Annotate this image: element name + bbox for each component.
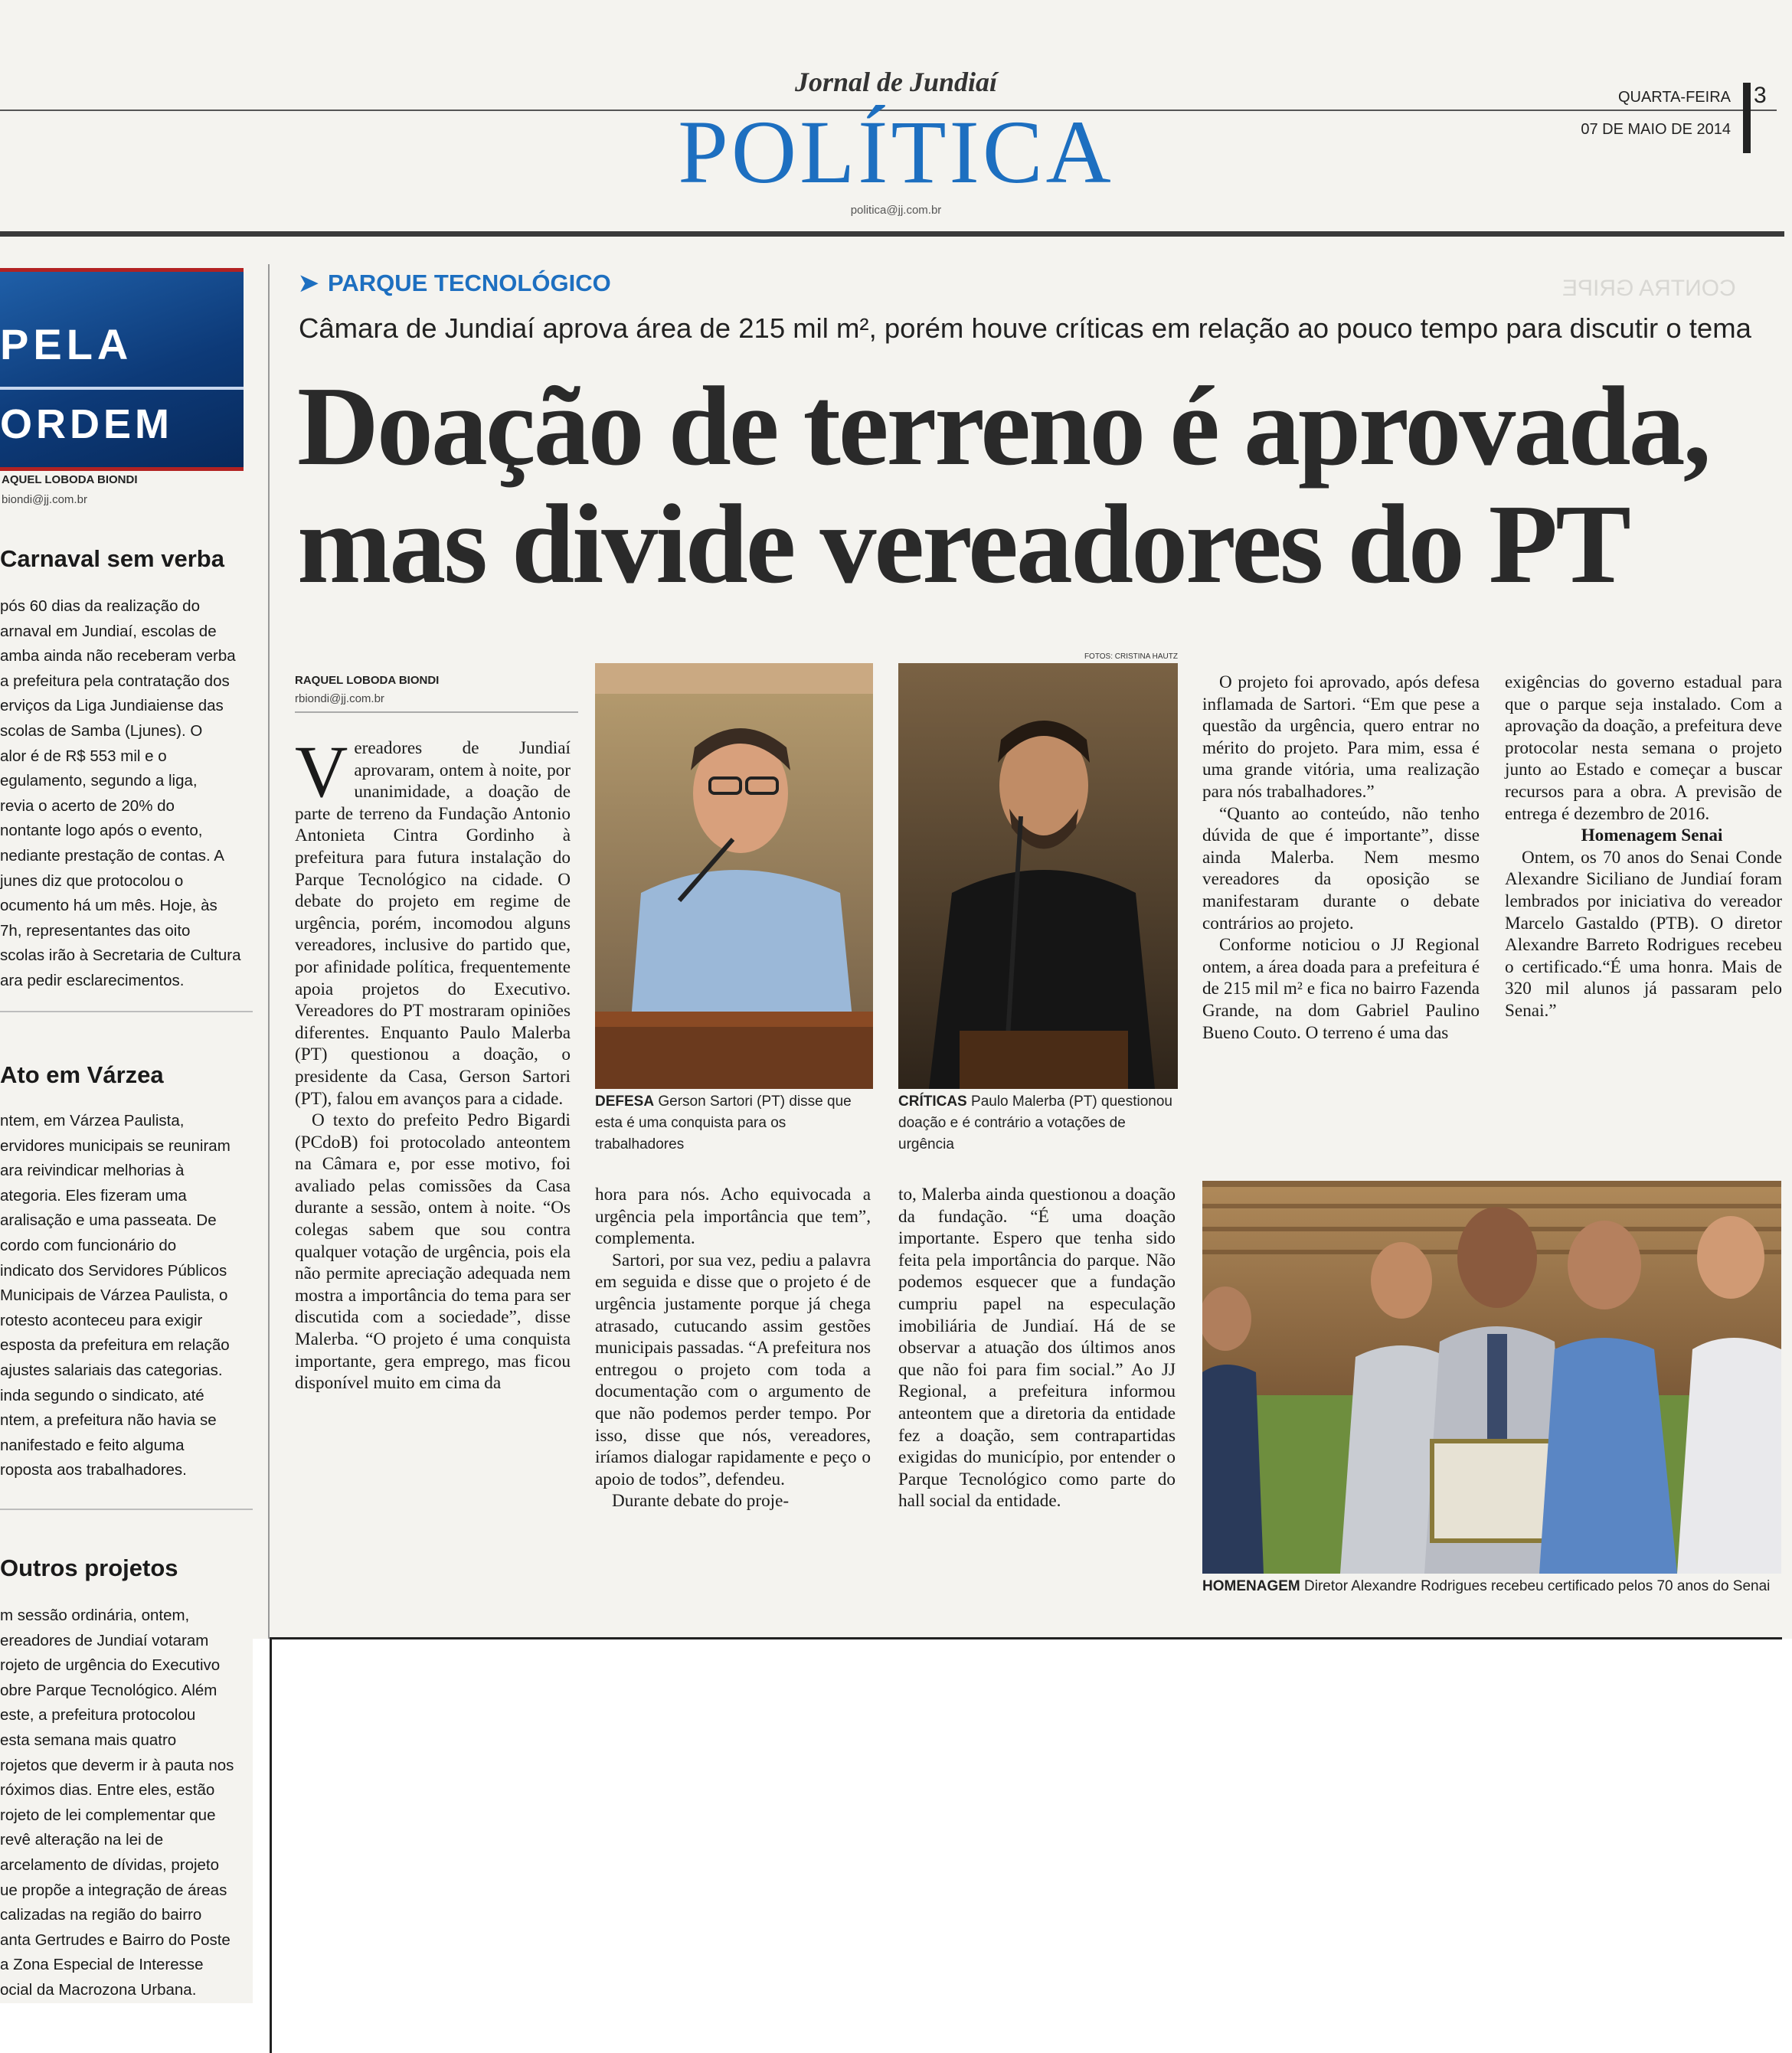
column-text-line: ategoria. Eles fizeram uma — [0, 1186, 187, 1205]
clipping-edge — [270, 1639, 272, 2053]
column-text-line: arnaval em Jundiaí, escolas de — [0, 622, 217, 640]
photo-sartori-illustration — [595, 663, 873, 1089]
column-text-line: amba ainda não receberam verba — [0, 647, 236, 665]
issue-date: 07 DE MAIO DE 2014 — [1581, 121, 1731, 138]
column-logo-line — [0, 387, 244, 390]
column-text-line: ajustes salariais das categorias. — [0, 1361, 223, 1379]
article-column-3 — [898, 1184, 1176, 1512]
column-text-line: este, a prefeitura protocolou — [0, 1706, 196, 1724]
clipping-edge — [270, 1637, 1782, 1639]
column-text-line: calizadas na região do bairro — [0, 1906, 202, 1924]
column-divider — [268, 264, 270, 1639]
article-paragraph: hora para nós. Acho equivocada a urgência pela importância que tem”, complementa. — [595, 1185, 871, 1249]
column-text-line: Municipais de Várzea Paulista, o — [0, 1286, 228, 1305]
column-text-line: ue propõe a integração de áreas — [0, 1881, 227, 1899]
column-text-line: ara reivindicar melhorias à — [0, 1162, 185, 1180]
article-paragraph: “Quanto ao conteúdo, não tenho dúvida de que é importante”, disse ainda Malerba. Nem mesmo vereadores da oposição se manifestaram durante o debate contrários ao projeto. — [1202, 803, 1480, 933]
column-author: AQUEL LOBODA BIONDI — [2, 473, 138, 486]
column-text-line: revia o acerto de 20% do — [0, 796, 175, 815]
column-separator — [0, 1509, 253, 1510]
article-column-5 — [1505, 672, 1782, 1022]
column-separator — [0, 1011, 253, 1012]
column-text-line: arcelamento de dívidas, projeto — [0, 1855, 220, 1874]
column-item-text — [0, 1109, 239, 1483]
column-text-line: ocumento há um mês. Hoje, às — [0, 897, 217, 915]
column-text-line: ntem, em Várzea Paulista, — [0, 1112, 185, 1129]
article-paragraph: Ontem, os 70 anos do Senai Conde Alexandre Siciliano de Jundiaí foram lembrados por iniciativa do vereador Marcelo Gastaldo (PTB). O diretor Alexandre Barreto Rodrigues recebeu o certificado.“É uma honra. Mais de 320 mil alunos já passaram pelo Senai.” — [1505, 847, 1782, 1021]
column-item-text — [0, 1603, 253, 2003]
section-title: POLÍTICA — [678, 102, 1114, 202]
show-through-text: CONTRA GRIPE — [1562, 276, 1736, 301]
column-text-line: roposta aos trabalhadores. — [0, 1461, 187, 1479]
column-item-heading: Carnaval sem verba — [0, 545, 224, 572]
column-text-line: indicato dos Servidores Públicos — [0, 1261, 227, 1280]
column-text-line: egulamento, segundo a liga, — [0, 772, 198, 790]
column-text-line: alor é de R$ 553 mil e o — [0, 747, 167, 765]
column-text-line: rojetos que deverm ir à pauta nos — [0, 1756, 234, 1774]
drop-cap: V — [295, 731, 348, 812]
column-text-line: róximos dias. Entre eles, estão — [0, 1781, 215, 1800]
column-text-line: m sessão ordinária, ontem, — [0, 1607, 190, 1624]
photo-caption-3: HOMENAGEM Diretor Alexandre Rodrigues recebeu certificado pelos 70 anos do Senai — [1202, 1578, 1771, 1594]
column-text-line: cordo com funcionário do — [0, 1236, 177, 1254]
column-text-line: rojeto de lei complementar que — [0, 1806, 216, 1824]
column-text-line: rojeto de urgência do Executivo — [0, 1656, 221, 1675]
column-logo — [0, 268, 244, 471]
section-rule — [0, 231, 1784, 237]
column-text-line: ara pedir esclarecimentos. — [0, 971, 185, 989]
photo-caption-1: DEFESA Gerson Sartori (PT) disse que esta é uma conquista para os trabalhadores — [595, 1094, 852, 1152]
column-text-line: revê alteração na lei de — [0, 1831, 164, 1849]
article-paragraph: Vereadores de Jundiaí aprovaram, ontem à noite, por unanimidade, a doação de parte de terreno da Fundação Antonio Antonieta Cintra Gordinho à prefeitura para futura instalação do Parque Tecnológico na cidade. O debate do projeto em regime de urgência, porém, incomodou alguns vereadores, inclusive do partido que, por afinidade política, frequentemente apoia projetos do Executivo. Vereadores do PT mostraram opiniões diferentes. Enquanto Paulo Malerba (PT) questionou a doação, o presidente da Casa, Gerson Sartori (PT), falou em avanços para a cidade. — [295, 731, 571, 1109]
column-item-text — [0, 594, 239, 994]
photo-paulo-malerba — [898, 663, 1178, 1089]
photo-caption-2: CRÍTICAS Paulo Malerba (PT) questionou doação e é contrário a votações de urgência — [898, 1094, 1172, 1152]
column-text-line: inda segundo o sindicato, até — [0, 1386, 204, 1404]
column-text-line: scolas de Samba (Ljunes). O — [0, 721, 203, 740]
article-column-4 — [1202, 672, 1480, 1044]
article-paragraph: exigências do governo estadual para que o parque seja instalado. Com a aprovação da doação, a prefeitura deve protocolar nesta semana o projeto junto ao Estado e começar a buscar recursos para a obra. A previsão de entrega é dezembro de 2016. — [1505, 672, 1782, 824]
masthead: Jornal de Jundiaí — [794, 67, 998, 97]
column-text-line: pós 60 dias da realização do — [0, 597, 200, 615]
photo-credit: FOTOS: CRISTINA HAUTZ — [1084, 652, 1178, 661]
column-text-line: junes diz que protocolou o — [0, 871, 184, 890]
article-paragraph: to, Malerba ainda questionou a doação da fundação. “É uma doação importante. Espero que tenha sido feita pela importância do parque. Não podemos esquecer que a fundação cumpriu papel na especulação imobiliária de Jundiaí. Há de se observar a atuação dos últimos anos que não foi para fim social.” Ao JJ Regional, a prefeitura informou anteontem que a diretoria da entidade fez a doação, sem contrapartidas exigidas do município, por entender o Parque Tecnológico como parte do hall social da entidade. — [898, 1185, 1176, 1512]
column-text-line: ereadores de Jundiaí votaram — [0, 1631, 209, 1649]
column-text-line: 7h, representantes das oito — [0, 921, 191, 940]
byline-rule — [295, 711, 578, 713]
article-paragraph: Sartori, por sua vez, pediu a palavra em seguida e disse que o projeto é de urgência justamente porque já chega atrasado, cutucando assim gestões municipais passadas. “A prefeitura nos entregou o projeto com toda a documentação com o argumento de que não podemos perder tempo. Por isso, disse que nós, vereadores, iríamos dialogar rapidamente e peço o apoio de todos”, defendeu. — [595, 1250, 871, 1489]
column-text-line: a Zona Especial de Interesse — [0, 1956, 204, 1974]
headline-line-1: Doação de terreno é aprovada, — [297, 364, 1709, 489]
section-email: politica@jj.com.br — [850, 204, 942, 217]
column-text-line: scolas irão à Secretaria de Cultura — [0, 946, 241, 965]
column-text-line: rotesto aconteceu para exigir — [0, 1311, 203, 1329]
photo-homenagem-senai — [1202, 1181, 1781, 1574]
article-paragraph: O texto do prefeito Pedro Bigardi (PCdoB) foi protocolado anteontem na Câmara e, por esse motivo, foi avaliado pelas comissões da Casa durante a sessão, ontem à noite. “Os colegas sabem que sou contra qualquer votação de urgência, pois ela não permite apreciação adequada nem mostra a importância do tema para ser discutida com a sociedade”, disse Malerba. “O projeto é uma conquista importante, gera emprego, mas ficou disponível muito em cima da — [295, 1110, 571, 1394]
column-text-line: ervidores municipais se reuniram — [0, 1136, 231, 1155]
article-paragraph: Conforme noticiou o JJ Regional ontem, a área doada para a prefeitura é de 215 mil m² e fica no bairro Fazenda Grande, na dom Gabriel Paulino Bueno Couto. O terreno é uma das — [1202, 935, 1480, 1043]
weekday: QUARTA-FEIRA — [1617, 89, 1731, 106]
column-text-line: nediante prestação de contas. A — [0, 846, 224, 865]
column-text-line: nanifestado e feito alguma — [0, 1436, 185, 1454]
column-text-line: erviços da Liga Jundiaiense das — [0, 697, 224, 715]
article-column-2 — [595, 1184, 871, 1512]
photo-gerson-sartori — [595, 663, 873, 1089]
column-text-line: esta semana mais quatro — [0, 1731, 177, 1749]
column-text-line: ntem, a prefeitura não havia se — [0, 1411, 217, 1430]
page-number: 3 — [1754, 83, 1767, 108]
column-item-heading: Ato em Várzea — [0, 1061, 164, 1088]
column-text-line: ocial da Macrozona Urbana. — [0, 1980, 197, 1999]
column-logo-top: PELA — [0, 320, 133, 368]
article-column-1 — [295, 731, 571, 1394]
photo-homenagem-illustration — [1202, 1181, 1781, 1574]
column-text-line: nontante logo após o evento, — [0, 822, 203, 840]
column-text-line: obre Parque Tecnológico. Além — [0, 1681, 217, 1699]
column-logo-bottom: ORDEM — [0, 401, 173, 447]
page-blank-area — [272, 1640, 1792, 2053]
article-kicker: ➤ PARQUE TECNOLÓGICO — [299, 270, 611, 297]
headline-line-2: mas divide vereadores do PT — [297, 482, 1629, 607]
column-text-line: esposta da prefeitura em relação — [0, 1336, 230, 1355]
column-email: biondi@jj.com.br — [2, 493, 87, 506]
article-byline: RAQUEL LOBODA BIONDI — [295, 674, 440, 687]
page-number-bar — [1743, 83, 1751, 153]
article-paragraph: Durante debate do proje- — [612, 1491, 790, 1512]
article-paragraph: O projeto foi aprovado, após defesa inflamada de Sartori. “Em que pese a questão da urgência, quero entrar no mérito do projeto. Para mim, essa é uma grande vitória, uma realização para nós trabalhadores.” — [1202, 672, 1480, 802]
column-text-line: a prefeitura pela contratação dos — [0, 672, 230, 690]
column-text-line: anta Gertrudes e Bairro do Poste — [0, 1930, 231, 1949]
column-text-line: aralisação e uma passeata. De — [0, 1211, 217, 1230]
column-item-heading: Outros projetos — [0, 1554, 178, 1581]
photo-malerba-illustration — [898, 663, 1178, 1089]
article-subtitle: Homenagem Senai — [1581, 825, 1723, 846]
article-headline — [297, 364, 1783, 607]
article-subhead: Câmara de Jundiaí aprova área de 215 mil m², porém houve críticas em relação ao pouco tempo para discutir o tema — [299, 312, 1751, 344]
article-byline-email: rbiondi@jj.com.br — [295, 692, 384, 705]
